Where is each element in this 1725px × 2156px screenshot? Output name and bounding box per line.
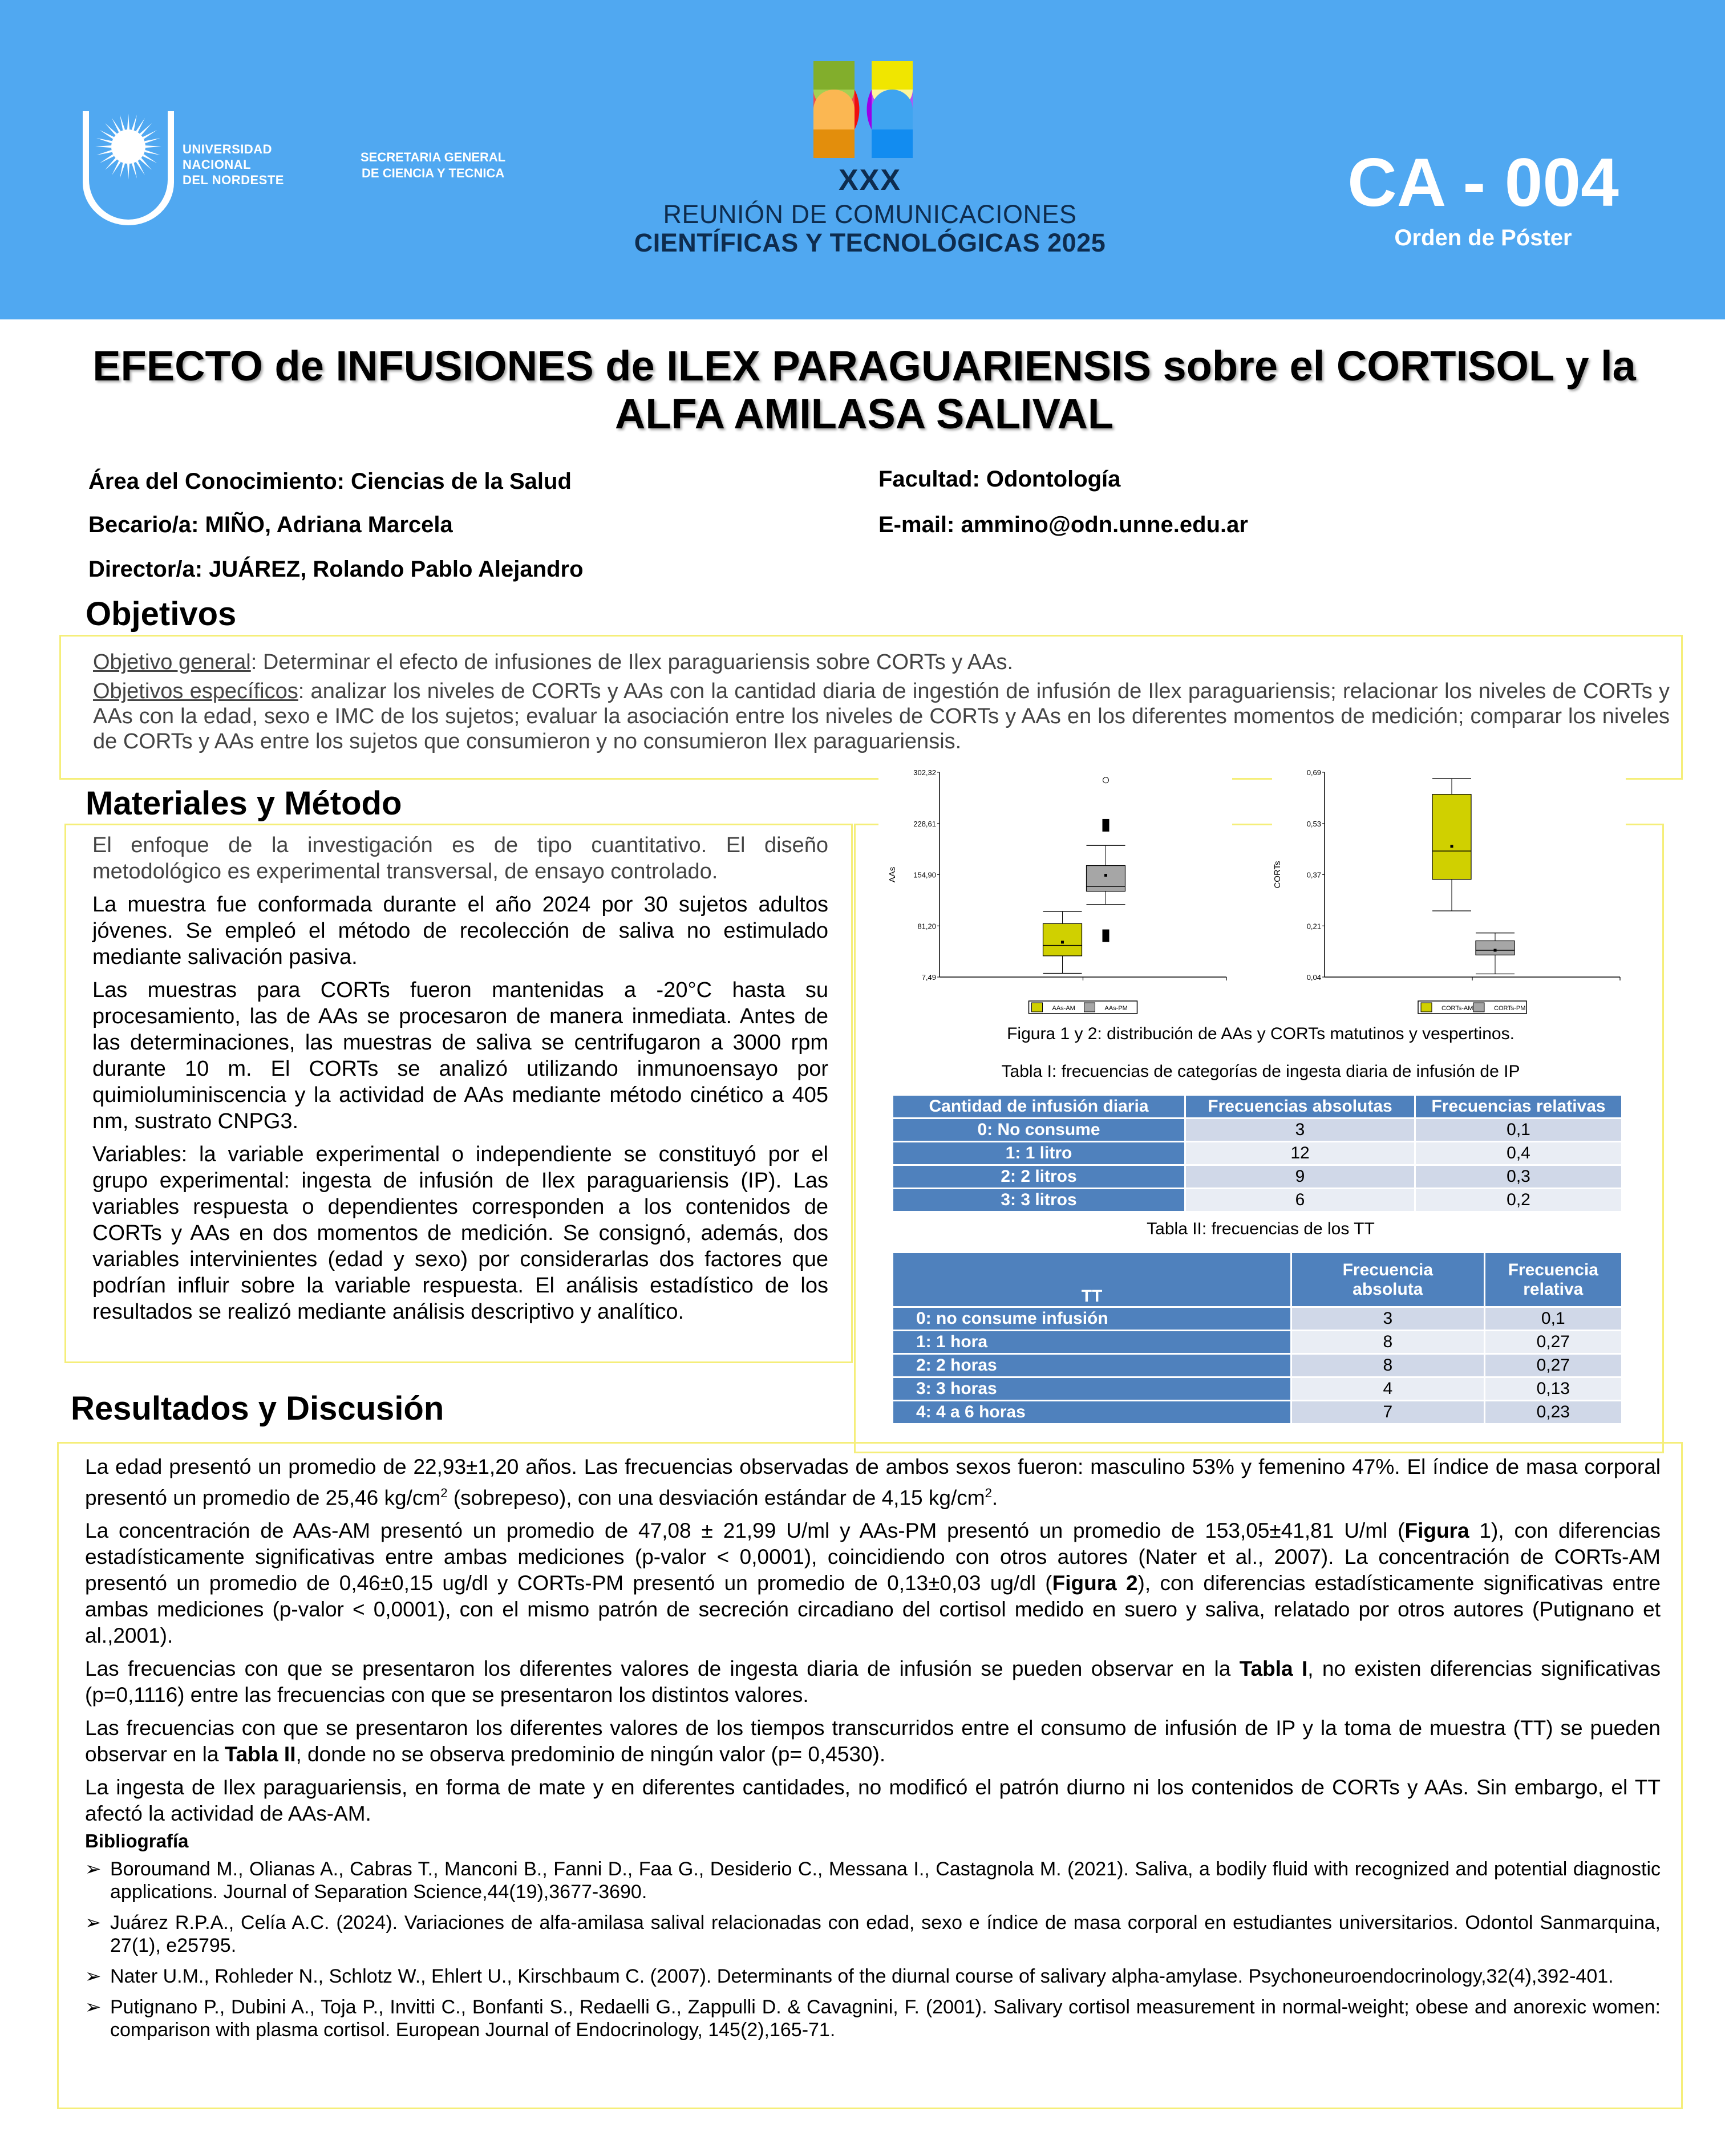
table1-caption: Tabla I: frecuencias de categorías de ingesta diaria de infusión de IP	[1001, 1062, 1520, 1081]
table1-header: Cantidad de infusión diaria	[893, 1095, 1185, 1118]
table1-header: Frecuencias relativas	[1415, 1095, 1622, 1118]
objetivos-heading: Objetivos	[86, 595, 237, 633]
resultados-paragraph: La concentración de AAs-AM presentó un promedio de 47,08 ± 21,99 U/ml y AAs-PM presentó un promedio de 153,05±41,81 U/ml (Figura 1), con diferencias estadísticamente significativas entre ambas mediciones (p-valor < 0,0001), coincidiendo con otros autores (Nater et al., 2007). La concentración de CORTs-AM presentó un promedio de 0,46±0,15 ug/dl y CORTs-PM presentó un promedio de 0,13±0,03 ug/dl (Figura 2), con diferencias estadísticamente significativas entre ambas mediciones (p-valor < 0,0001), con el mismo patrón de secreción circadiano del cortisol medido en suero y saliva, relatado por otros autores (Putignano et al.,2001).	[85, 1519, 1661, 1648]
box-CORTs-PM	[1476, 941, 1515, 955]
y-tick-label: 302,32	[913, 768, 936, 777]
info-area: Área del Conocimiento: Ciencias de la Salud	[88, 469, 572, 494]
info-facultad: Facultad: Odontología	[878, 467, 1121, 492]
y-tick-label: 0,53	[1306, 819, 1321, 828]
resultados-paragraph: Las frecuencias con que se presentaron los diferentes valores de ingesta diaria de infusión se pueden observar en la Tabla I, no existen diferencias significativas (p=0,1116) entre las frecuencias con que se presentaron los distintos valores.	[85, 1657, 1661, 1707]
mean-marker	[1104, 874, 1107, 877]
resultados-paragraph: La ingesta de Ilex paraguariensis, en forma de mate y en diferentes cantidades, no modificó el patrón diurno ni los contenidos de CORTs y AAs. Sin embargo, el TT afectó la actividad de AAs-AM.	[85, 1776, 1661, 1826]
table2-header: Frecuencia absoluta	[1291, 1253, 1485, 1307]
table1-header: Frecuencias absolutas	[1185, 1095, 1415, 1118]
table2-header: Frecuencia relativa	[1484, 1253, 1622, 1307]
table-row: 4: 4 a 6 horas 7 0,23	[893, 1401, 1622, 1424]
event-number: XXX	[838, 164, 902, 197]
materiales-paragraph: Variables: la variable experimental o independiente se constituyó por el grupo experimental: ingesta de infusión de Ilex paraguariensis (IP). Las variables respuesta o dependientes corresponden a los contenidos de CORTs y AAs en dos momentos de medición. Se consignó, además, dos variables intervinientes (edad y sexo) por considerarlas dos factores que podrían influir sobre la variable respuesta. El análisis estadístico de los resultados se realizó mediante análisis descriptivo y analítico.	[92, 1142, 828, 1324]
bibliografia-list	[85, 1858, 1661, 2041]
table-row: 0: no consume infusión 3 0,1	[893, 1307, 1622, 1331]
info-director: Director/a: JUÁREZ, Rolando Pablo Alejandro	[88, 557, 584, 582]
legend-swatch	[1473, 1003, 1484, 1012]
chart-corts-boxplot	[1272, 759, 1626, 1027]
mean-marker	[1061, 941, 1064, 943]
table-row: 2: 2 horas 8 0,27	[893, 1354, 1622, 1377]
legend-label: AAs-PM	[1104, 1005, 1128, 1012]
table-row: 1: 1 litro 12 0,4	[893, 1142, 1622, 1165]
materiales-paragraph: El enfoque de la investigación es de tipo cuantitativo. El diseño metodológico es experimental transversal, de ensayo controlado.	[92, 833, 828, 884]
y-tick-label: 0,04	[1306, 973, 1321, 982]
event-name-line2: CIENTÍFICAS Y TECNOLÓGICAS 2025	[634, 228, 1106, 257]
table-ingesta-diaria	[892, 1094, 1623, 1213]
table-tiempos-transcurridos	[892, 1251, 1623, 1425]
y-tick-label: 0,21	[1306, 922, 1321, 931]
objetivo-general: Objetivo general: Determinar el efecto de infusiones de Ilex paraguariensis sobre CORTs y AAs.	[93, 650, 1014, 674]
legend-label: AAs-AM	[1052, 1005, 1075, 1012]
box-AAs-PM	[1087, 866, 1125, 891]
info-becario: Becario/a: MIÑO, Adriana Marcela	[88, 512, 453, 537]
table-row: 3: 3 horas 4 0,13	[893, 1377, 1622, 1401]
extreme-marker	[1103, 777, 1109, 783]
legend-swatch	[1084, 1003, 1095, 1012]
header-band	[0, 0, 1725, 319]
materiales-paragraph: La muestra fue conformada durante el año 2024 por 30 sujetos adultos jóvenes. Se empleó el método de recolección de saliva no estimulado mediante salivación pasiva.	[92, 893, 828, 969]
y-tick-label: 81,20	[917, 922, 936, 931]
bibliografia-item: ➢ Putignano P., Dubini A., Toja P., Invitti C., Bonfanti S., Redaelli G., Zappulli D. & Cavagnini, F. (2001). Salivary cortisol measurement in normal-weight; obese and anorexic women: comparison with plasma cortisol. European Journal of Endocrinology, 145(2),165-71.	[85, 1996, 1661, 2041]
y-axis-label: AAs	[888, 866, 897, 883]
event-name-line1: REUNIÓN DE COMUNICACIONES	[663, 200, 1077, 229]
poster-title: EFECTO de INFUSIONES de ILEX PARAGUARIENSIS sobre el CORTISOL y la ALFA AMILASA SALIVAL	[92, 342, 1636, 437]
table-row: 0: No consume 3 0,1	[893, 1118, 1622, 1142]
materiales-heading: Materiales y Método	[86, 785, 402, 822]
outlier-marker	[1103, 819, 1109, 832]
figure-caption: Figura 1 y 2: distribución de AAs y CORTs matutinos y vespertinos.	[1007, 1024, 1515, 1043]
y-tick-label: 0,69	[1306, 768, 1321, 777]
bibliografia-heading: Bibliografía	[85, 1830, 189, 1852]
objetivos-box	[59, 635, 1683, 780]
secretaria-name: SECRETARIA GENERAL DE CIENCIA Y TECNICA	[361, 150, 506, 180]
bibliografia-item: ➢ Juárez R.P.A., Celía A.C. (2024). Variaciones de alfa-amilasa salival relacionadas con edad, sexo e índice de masa corporal en estudiantes universitarios. Odontol Sanmarquina, 27(1), e25795.	[85, 1911, 1661, 1957]
y-tick-label: 0,37	[1306, 870, 1321, 880]
legend-label: CORTs-AM	[1441, 1005, 1473, 1012]
y-tick-label: 7,49	[921, 973, 936, 982]
table-row: 1: 1 hora 8 0,27	[893, 1331, 1622, 1354]
mean-marker	[1451, 845, 1453, 848]
table-row: 3: 3 litros 6 0,2	[893, 1189, 1622, 1212]
y-tick-label: 154,90	[913, 870, 936, 880]
resultados-paragraph: La edad presentó un promedio de 22,93±1,20 años. Las frecuencias observadas de ambos sexos fueron: masculino 53% y femenino 47%. El índice de masa corporal presentó un promedio de 25,46 $kg/cm^2$ (sobrepeso), con una desviación estándar de 4,15 $kg/cm^2$.	[85, 1455, 1661, 1510]
legend-swatch	[1421, 1003, 1432, 1012]
poster-code: CA - 004	[1347, 144, 1619, 221]
poster-code-label: Orden de Póster	[1394, 225, 1572, 250]
outlier-marker	[1103, 930, 1109, 942]
table-row: 2: 2 litros 9 0,3	[893, 1165, 1622, 1189]
bibliografia-item: ➢ Boroumand M., Olianas A., Cabras T., Manconi B., Fanni D., Faa G., Desiderio C., Messana I., Castagnola M. (2021). Saliva, a bodily fluid with recognized and potential diagnostic applications. Journal of Separation Science,44(19),3677-3690.	[85, 1858, 1661, 1903]
materiales-paragraph: Las muestras para CORTs fueron mantenidas a -20°C hasta su procesamiento, las de AAs se procesaron de manera inmediata. Antes de las determinaciones, las muestras de saliva se centrifugaron a 3000 rpm durante 10 m. El CORTs se analizó utilizando inmunoensayo por quimioluminiscencia y la actividad de AAs mediante método cinético a 405 nm, sustrato CNPG3.	[92, 978, 828, 1133]
bibliografia-item: ➢ Nater U.M., Rohleder N., Schlotz W., Ehlert U., Kirschbaum C. (2007). Determinants of the diurnal course of salivary alpha-amylase. Psychoneuroendocrinology,32(4),392-401.	[85, 1965, 1661, 1988]
y-tick-label: 228,61	[913, 819, 936, 828]
box-CORTs-AM	[1432, 795, 1471, 880]
box-AAs-AM	[1043, 923, 1082, 956]
objetivos-especificos: Objetivos específicos: analizar los niveles de CORTs y AAs con la cantidad diaria de ingestión de infusión de Ilex paraguariensis; relacionar los niveles de CORTs y AAs con la edad, sexo e IMC de los sujetos; evaluar la asociación entre los niveles de CORTs y AAs en los diferentes momentos de medición; comparar los niveles de CORTs y AAs entre los sujetos que consumieron y no consumieron Ilex paraguariensis.	[93, 679, 1670, 753]
y-axis-label: CORTs	[1273, 861, 1282, 889]
info-email: E-mail: ammino@odn.unne.edu.ar	[878, 512, 1248, 537]
materiales-box	[64, 824, 853, 1363]
event-color-blocks-logo-icon	[813, 61, 914, 158]
chart-aas-boxplot	[878, 759, 1232, 1027]
table2-header: TT	[893, 1253, 1291, 1307]
university-name: UNIVERSIDAD NACIONAL DEL NORDESTE	[183, 142, 284, 187]
legend-label: CORTs-PM	[1494, 1005, 1526, 1012]
legend-swatch	[1032, 1003, 1043, 1012]
resultados-box	[57, 1442, 1683, 2109]
mean-marker	[1494, 949, 1497, 952]
resultados-paragraph: Las frecuencias con que se presentaron los diferentes valores de los tiempos transcurridos entre el consumo de infusión de IP y la toma de muestra (TT) se pueden observar en la Tabla II, donde no se observa predominio de ningún valor (p= 0,4530).	[85, 1716, 1661, 1766]
resultados-heading: Resultados y Discusión	[71, 1390, 444, 1427]
table2-caption: Tabla II: frecuencias de los TT	[1147, 1219, 1375, 1238]
unne-sun-logo-icon	[80, 111, 177, 225]
